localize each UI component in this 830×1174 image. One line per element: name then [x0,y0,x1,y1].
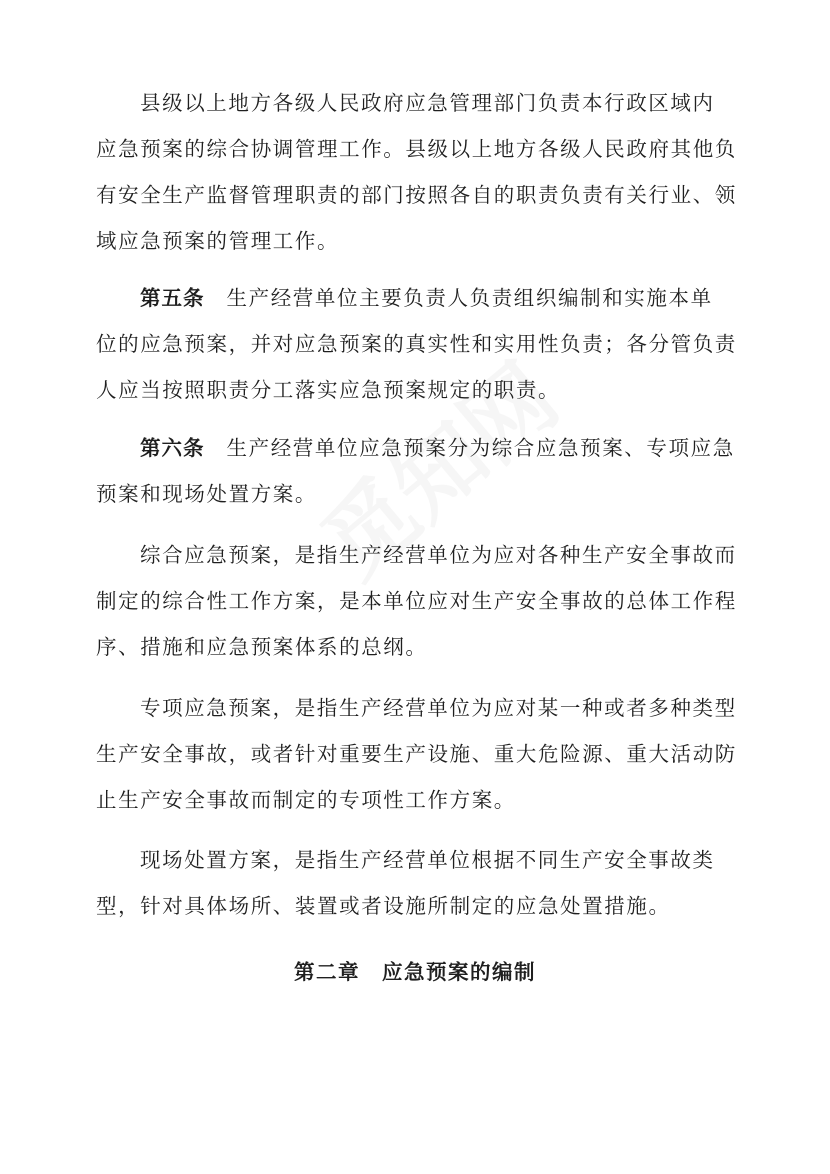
chapter-heading [0,955,830,985]
article-text: 生产经营单位应急预案分为综合应急预案、专项应急 [226,436,735,460]
text-line: 现场处置方案，是指生产经营单位根据不同生产安全事故类 [140,848,715,872]
text-line: 有安全生产监督管理职责的部门按照各自的职责负责有关行业、领 [96,183,737,207]
paragraph-comprehensive-plan [96,532,736,670]
text-line: 位的应急预案，并对应急预案的真实性和实用性负责；各分管负责 [96,332,737,356]
paragraph-1 [96,80,736,264]
paragraph-special-plan [96,685,736,823]
paragraph-onsite-plan [96,837,736,929]
article-6 [96,425,736,517]
text-line: 序、措施和应急预案体系的总纲。 [96,635,428,659]
text-line: 止生产安全事故而制定的专项性工作方案。 [96,788,516,812]
text-line: 县级以上地方各级人民政府应急管理部门负责本行政区域内 [140,91,715,115]
article-heading: 第五条 [140,286,205,310]
text-line: 型，针对具体场所、装置或者设施所制定的应急处置措施。 [96,894,671,918]
text-line: 综合应急预案，是指生产经营单位为应对各种生产安全事故而 [140,543,737,567]
text-line: 应急预案的综合协调管理工作。县级以上地方各级人民政府其他负 [96,137,737,161]
text-line: 专项应急预案，是指生产经营单位为应对某一种或者多种类型 [140,696,737,720]
article-heading: 第六条 [140,436,205,460]
text-line [96,425,736,471]
text-line: 预案和现场处置方案。 [96,482,317,506]
article-5 [96,275,736,413]
chapter-number: 第二章 [294,960,360,984]
text-line: 制定的综合性工作方案，是本单位应对生产安全事故的总体工作程 [96,589,737,613]
text-line: 人应当按照职责分工落实应急预案规定的职责。 [96,378,561,402]
text-line: 生产安全事故，或者针对重要生产设施、重大危险源、重大活动防 [96,742,737,766]
text-line: 域应急预案的管理工作。 [96,229,340,253]
chapter-title: 应急预案的编制 [382,960,536,984]
article-text: 生产经营单位主要负责人负责组织编制和实施本单 [226,286,713,310]
text-line [96,275,736,321]
